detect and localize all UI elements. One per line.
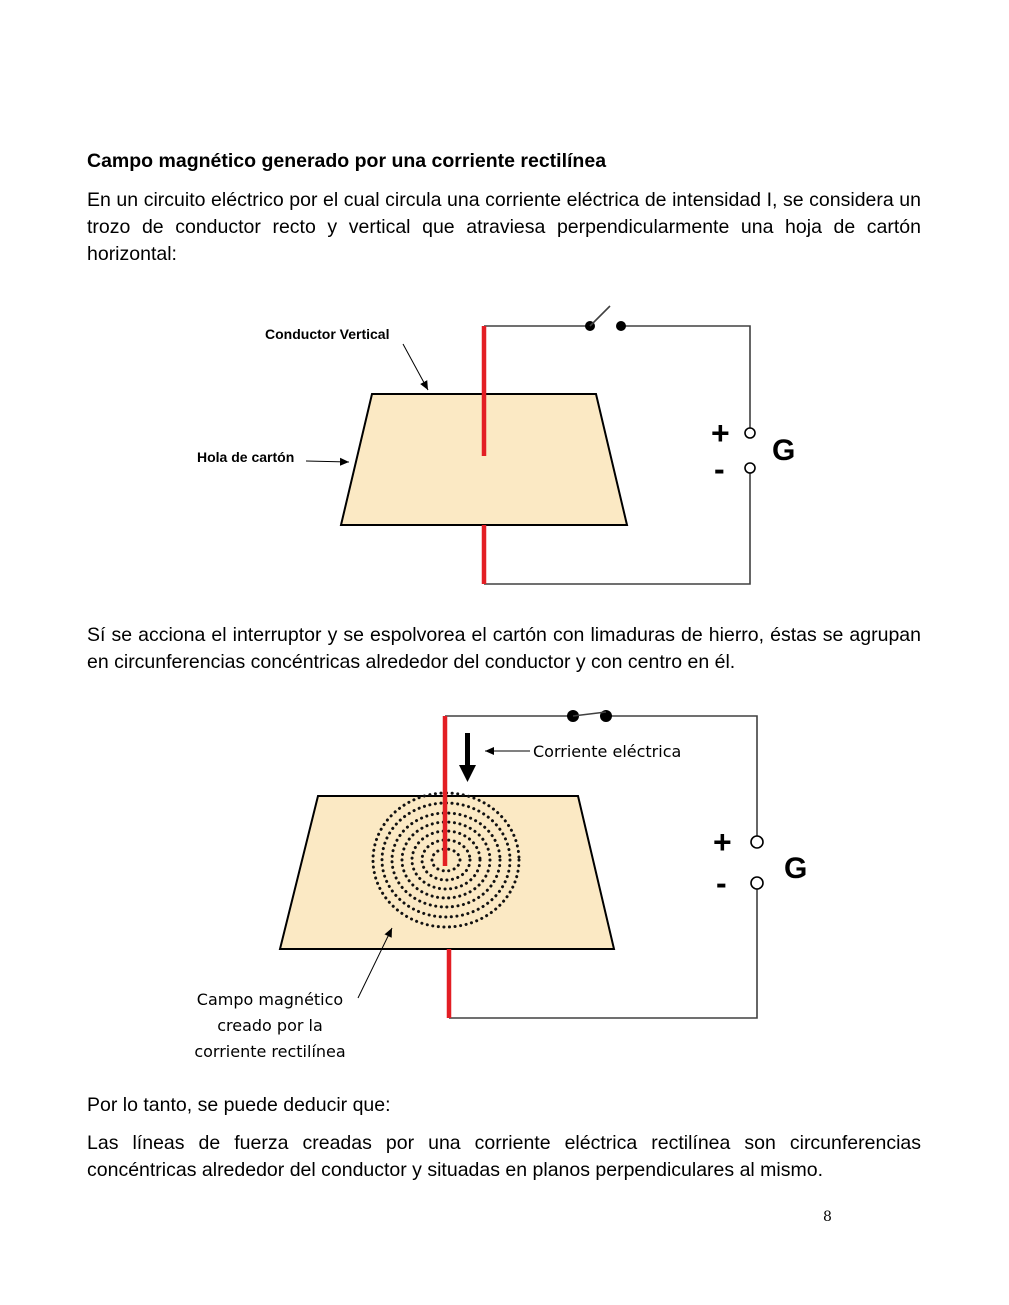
conductor-label: Conductor Vertical <box>265 326 390 342</box>
sheet-label: Hola de cartón <box>197 449 295 465</box>
minus-sign: - <box>716 865 727 901</box>
conclusion-paragraph: Las líneas de fuerza creadas por una corriente eléctrica rectilínea son circunferencias concéntricas alrededor del conductor y situadas en planos perpendiculares al mismo. <box>87 1132 921 1181</box>
field-label-line2: creado por la <box>217 1016 323 1035</box>
conductor-pointer-arrow <box>403 344 428 390</box>
field-label-line1: Campo magnético <box>196 990 344 1009</box>
positive-terminal <box>751 836 763 848</box>
page-number: 8 <box>823 1209 832 1225</box>
current-label: Corriente eléctrica <box>533 742 682 761</box>
negative-terminal <box>745 463 755 473</box>
switch-paragraph: Sí se acciona el interruptor y se espolvorea el cartón con limaduras de hierro, éstas se agrupan en circunferencias concéntricas alrededor del conductor y con centro en él. <box>87 624 921 673</box>
negative-terminal <box>751 877 763 889</box>
intro-paragraph: En un circuito eléctrico por el cual circula una corriente eléctrica de intensidad I, se considera un trozo de conductor recto y vertical que atraviesa perpendicularmente una hoja de cartón horizontal: <box>87 189 921 265</box>
current-direction-arrow <box>459 733 476 782</box>
switch <box>585 306 626 331</box>
sheet-pointer-arrow <box>306 461 349 462</box>
plus-sign: + <box>713 824 732 860</box>
figure-magnetic-field-circles <box>0 700 1009 1065</box>
section-heading: Campo magnético generado por una corriente rectilínea <box>87 150 607 172</box>
generator-label: G <box>784 852 808 885</box>
field-label-line3: corriente rectilínea <box>194 1042 346 1061</box>
figure-circuit-vertical-conductor <box>0 300 1009 600</box>
therefore-paragraph: Por lo tanto, se puede deducir que: <box>87 1094 391 1116</box>
switch <box>567 710 612 722</box>
positive-terminal <box>745 428 755 438</box>
generator-label: G <box>772 434 796 467</box>
minus-sign: - <box>714 451 725 487</box>
plus-sign: + <box>711 415 730 451</box>
